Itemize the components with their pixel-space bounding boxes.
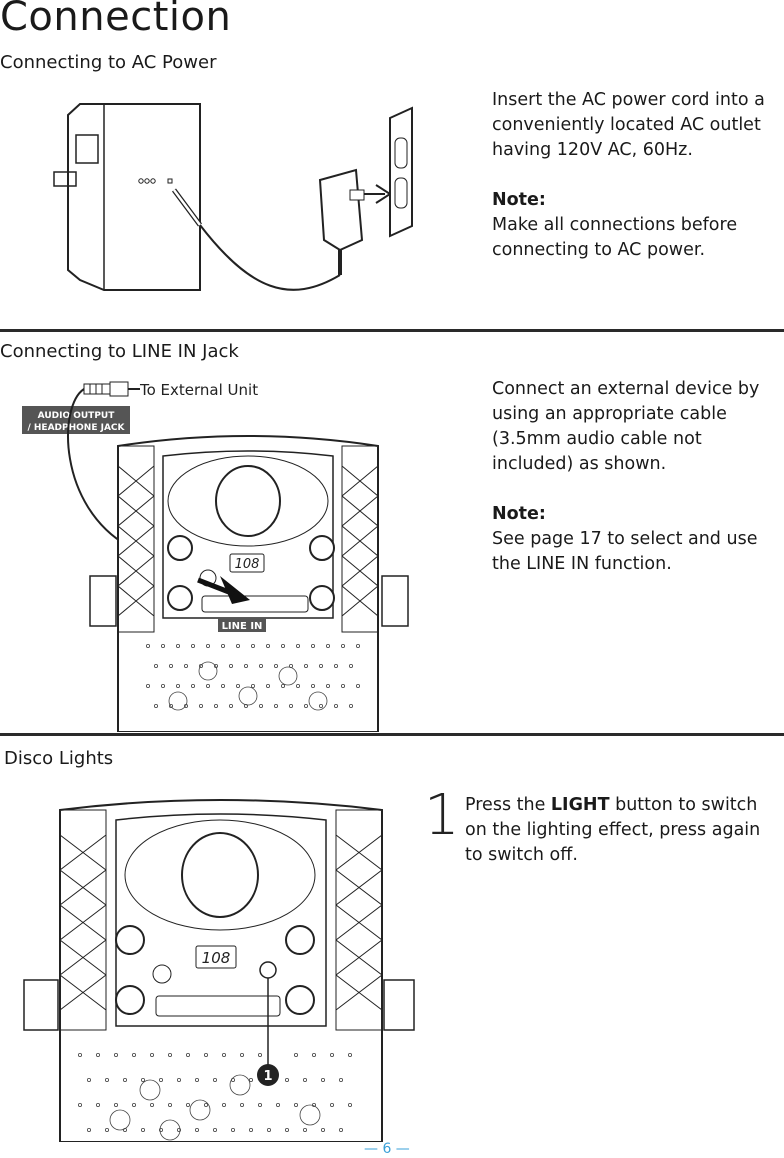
section-heading-disco-lights: Disco Lights: [4, 748, 114, 769]
step-number: 1: [424, 783, 460, 848]
line-in-note-text: See page 17 to select and use the LINE IN function.: [492, 529, 758, 574]
disco-text-after: button to switch on the lighting effect, press again to switch off.: [465, 795, 761, 865]
ac-power-illustration: [40, 90, 430, 310]
light-button-label: LIGHT: [550, 795, 610, 815]
callout-number: 1: [263, 1069, 273, 1084]
disco-lights-illustration: [20, 790, 420, 1142]
ac-note-label: Note:: [492, 190, 546, 210]
label-headphone-jack: / HEADPHONE JACK: [27, 423, 125, 433]
label-to-external-unit: To External Unit: [140, 381, 259, 399]
section-heading-ac-power: Connecting to AC Power: [0, 52, 217, 73]
label-line-in: LINE IN: [221, 621, 263, 632]
page-number: — 6 —: [364, 1141, 410, 1157]
divider: [0, 733, 784, 736]
page-title: Connection: [0, 0, 232, 40]
disco-instructions: [465, 793, 780, 868]
disco-text-before: Press the: [465, 795, 551, 815]
divider: [0, 329, 784, 332]
ac-text: Insert the AC power cord into a conveniently located AC outlet having 120V AC, 60Hz.: [492, 90, 765, 160]
line-in-note-label: Note:: [492, 504, 546, 524]
display-readout: 108: [234, 557, 260, 572]
disco-text: [465, 793, 780, 868]
line-in-instructions: [492, 377, 784, 577]
display-readout: 108: [201, 949, 231, 967]
ac-instructions: [492, 88, 777, 263]
ac-note-text: Make all connections before connecting to AC power.: [492, 215, 738, 260]
line-in-illustration: [18, 376, 418, 732]
label-audio-output: AUDIO OUTPUT: [37, 411, 115, 421]
line-in-text: Connect an external device by using an appropriate cable (3.5mm audio cable not included) as shown.: [492, 379, 760, 474]
section-heading-line-in: Connecting to LINE IN Jack: [0, 341, 239, 362]
